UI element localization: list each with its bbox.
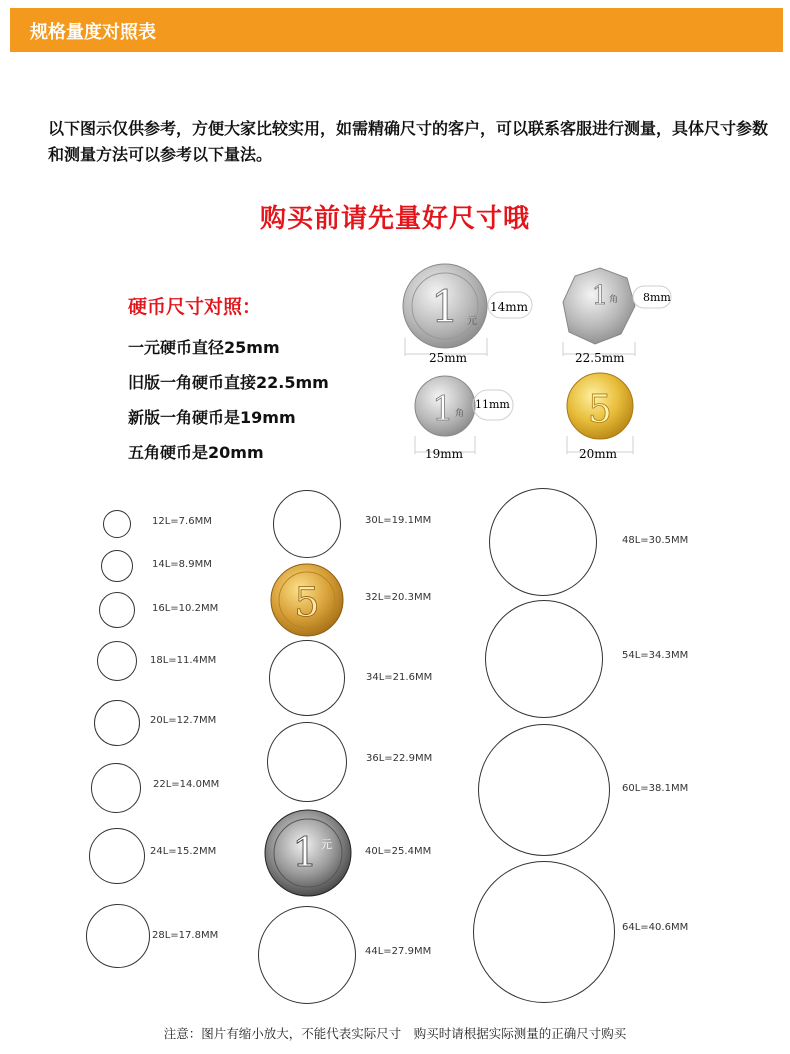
header-bar xyxy=(10,8,783,52)
coin-heading: 硬币尺寸对照： xyxy=(128,296,262,318)
size-label-18l: 18L=11.4MM xyxy=(150,655,217,666)
size-40l-coin-char: 元 xyxy=(321,838,332,851)
size-label-22l: 22L=14.0MM xyxy=(153,779,220,790)
size-ring-20l xyxy=(94,700,140,746)
size-label-12l: 12L=7.6MM xyxy=(152,516,212,527)
size-label-34l: 34L=21.6MM xyxy=(366,672,433,683)
size-label-32l: 32L=20.3MM xyxy=(365,592,432,603)
header-title: 规格量度对照表 xyxy=(30,22,156,43)
one-yuan-thickness: 14mm xyxy=(490,300,529,314)
size-ring-32l-five-jiao-coin xyxy=(269,562,345,638)
one-yuan-coin-image xyxy=(403,264,487,348)
intro-text: 以下图示仅供参考，方便大家比较实用，如需精确尺寸的客户，可以联系客服进行测量，具体尺寸参数和测量方法可以参考以下量法。 xyxy=(48,119,769,164)
footer-note: 注意：图片有缩小放大，不能代表实际尺寸 购买时请根据实际测量的正确尺寸购买 xyxy=(163,1026,627,1041)
size-ring-14l xyxy=(101,550,133,582)
size-label-36l: 36L=22.9MM xyxy=(366,753,433,764)
coin-line-one-yuan: 一元硬币直径25mm xyxy=(128,338,280,357)
notice-title: 购买前请先量好尺寸哦 xyxy=(259,204,530,234)
new-jiao-thickness: 11mm xyxy=(475,398,510,411)
size-ring-36l xyxy=(267,722,347,802)
old-jiao-numeral: 1 xyxy=(591,281,609,311)
size-label-28l: 28L=17.8MM xyxy=(152,930,219,941)
size-ring-12l xyxy=(103,510,131,538)
five-jiao-numeral: 5 xyxy=(587,387,613,431)
size-ring-44l xyxy=(258,906,356,1004)
one-yuan-diameter: 25mm xyxy=(429,351,468,365)
new-jiao-char: 角 xyxy=(455,409,465,419)
size-32l-coin-numeral: 5 xyxy=(294,580,320,626)
five-jiao-diameter: 20mm xyxy=(579,447,618,461)
size-label-44l: 44L=27.9MM xyxy=(365,946,432,957)
old-jiao-diameter: 22.5mm xyxy=(575,351,625,365)
coin-line-new-jiao: 新版一角硬币是19mm xyxy=(128,408,296,427)
coin-line-old-jiao: 旧版一角硬币直接22.5mm xyxy=(128,373,329,392)
size-label-24l: 24L=15.2MM xyxy=(150,846,217,857)
old-jiao-char: 角 xyxy=(609,295,619,305)
size-ring-48l xyxy=(489,488,597,596)
size-ring-40l-one-yuan-coin xyxy=(263,808,353,898)
size-label-60l: 60L=38.1MM xyxy=(622,783,689,794)
size-label-48l: 48L=30.5MM xyxy=(622,535,689,546)
size-ring-64l xyxy=(473,861,615,1003)
old-jiao-coin-image xyxy=(563,268,635,344)
size-ring-54l xyxy=(485,600,603,718)
size-ring-30l xyxy=(273,490,341,558)
new-jiao-diameter: 19mm xyxy=(425,447,464,461)
size-label-20l: 20L=12.7MM xyxy=(150,715,217,726)
new-jiao-coin-image xyxy=(415,376,475,436)
size-ring-16l xyxy=(99,592,135,628)
size-ring-34l xyxy=(269,640,345,716)
coin-reference-illustration xyxy=(395,258,671,468)
size-label-54l: 54L=34.3MM xyxy=(622,650,689,661)
five-jiao-coin-image xyxy=(567,373,633,439)
size-40l-coin-numeral: 1 xyxy=(292,830,318,876)
size-ring-24l xyxy=(89,828,145,884)
old-jiao-thickness: 8mm xyxy=(643,291,671,304)
size-label-16l: 16L=10.2MM xyxy=(152,603,219,614)
size-label-30l: 30L=19.1MM xyxy=(365,515,432,526)
size-label-14l: 14L=8.9MM xyxy=(152,559,212,570)
new-jiao-numeral: 1 xyxy=(432,389,454,429)
one-yuan-numeral: 1 xyxy=(431,282,459,333)
size-label-40l: 40L=25.4MM xyxy=(365,846,432,857)
one-yuan-char: 元 xyxy=(467,316,477,327)
size-ring-18l xyxy=(97,641,137,681)
coin-line-five-jiao: 五角硬币是20mm xyxy=(128,443,264,462)
size-ring-28l xyxy=(86,904,150,968)
size-ring-22l xyxy=(91,763,141,813)
size-ring-60l xyxy=(478,724,610,856)
size-label-64l: 64L=40.6MM xyxy=(622,922,689,933)
